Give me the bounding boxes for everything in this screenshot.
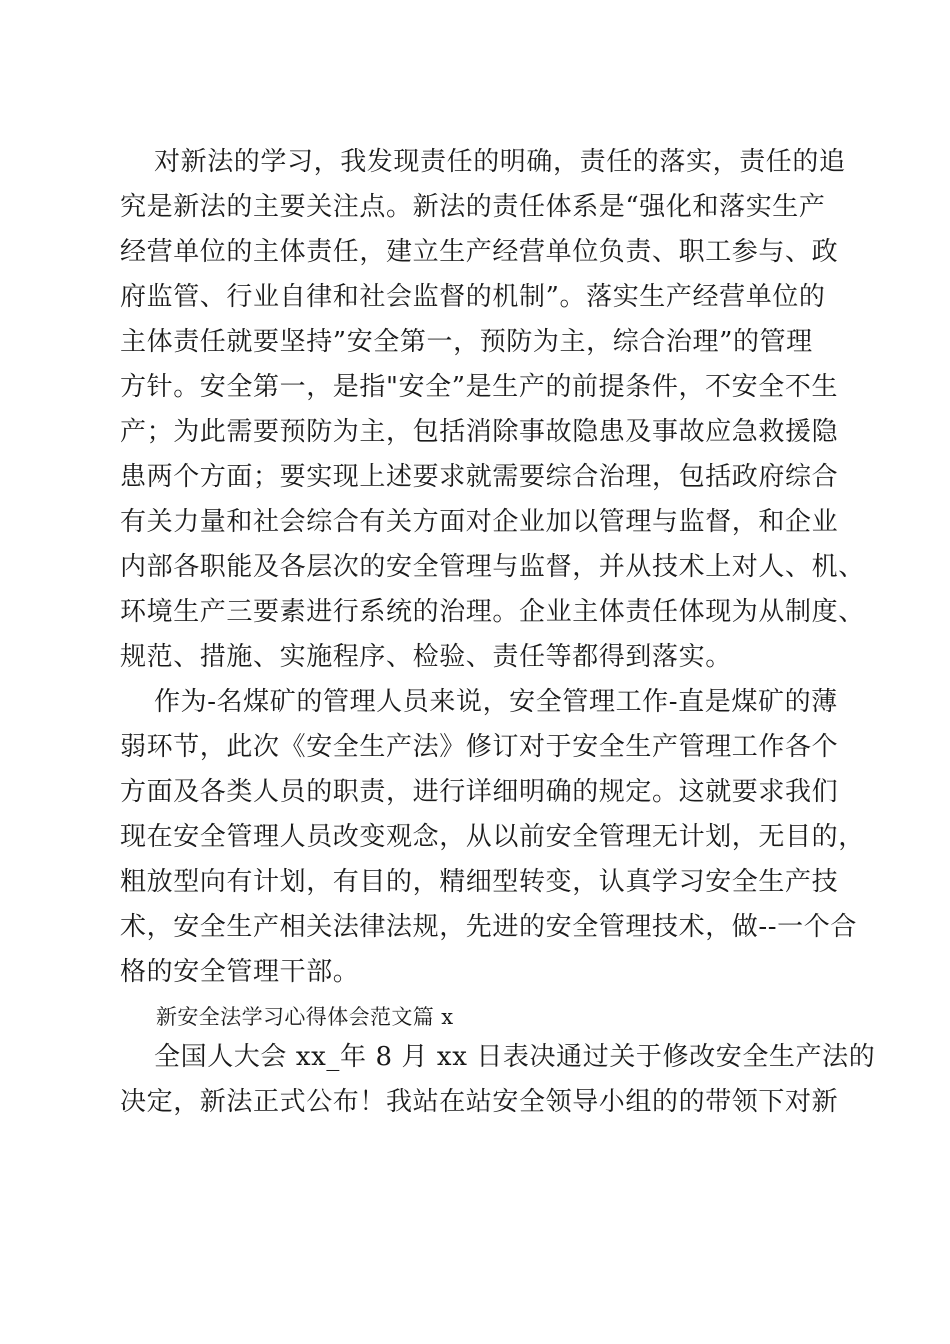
- paragraph-line: 作为-名煤矿的管理人员来说，安全管理工作-直是煤矿的薄: [154, 687, 838, 717]
- paragraph-line: 对新法的学习，我发现责任的明确，责任的落实，责任的追: [154, 147, 846, 177]
- paragraph-line: 产；为此需要预防为主，包括消除事故隐患及事故应急救援隐: [120, 417, 839, 447]
- paragraph-line: 粗放型向有计划，有目的，精细型转变，认真学习安全生产技: [120, 867, 839, 897]
- paragraph-line: 决定，新法正式公布！我站在站安全领导小组的的带领下对新: [120, 1087, 839, 1117]
- paragraph-line: 方针。安全第一，是指"安全”是生产的前提条件，不安全不生: [120, 372, 839, 402]
- paragraph-line: 格的安全管理干部。: [120, 957, 360, 987]
- section-heading: 新安全法学习心得体会范文篇 x: [156, 1005, 454, 1029]
- paragraph-line: 规范、措施、实施程序、检验、责任等都得到落实。: [120, 642, 732, 672]
- paragraph-line: 内部各职能及各层次的安全管理与监督，并从技术上对人、机、: [120, 552, 865, 582]
- paragraph-line: 环境生产三要素进行系统的治理。企业主体责任体现为从制度、: [120, 597, 865, 627]
- paragraph-line: 患两个方面；要实现上述要求就需要综合治理，包括政府综合: [120, 462, 839, 492]
- paragraph-line: 有关力量和社会综合有关方面对企业加以管理与监督，和企业: [120, 507, 839, 537]
- paragraph-line: 弱环节，此次《安全生产法》修订对于安全生产管理工作各个: [120, 732, 839, 762]
- paragraph-line: 主体责任就要坚持”安全第一，预防为主，综合治理”的管理: [120, 327, 813, 357]
- paragraph-line: 府监管、行业自律和社会监督的机制”。落实生产经营单位的: [120, 282, 826, 312]
- paragraph-line: 经营单位的主体责任，建立生产经营单位负责、职工参与、政: [120, 237, 839, 267]
- paragraph-line: 全国人大会 xx_年 8 月 xx 日表决通过关于修改安全生产法的: [154, 1042, 876, 1072]
- paragraph-line: 方面及各类人员的职责，进行详细明确的规定。这就要求我们: [120, 777, 839, 807]
- paragraph-line: 现在安全管理人员改变观念，从以前安全管理无计划，无目的，: [120, 822, 865, 852]
- paragraph-line: 究是新法的主要关注点。新法的责任体系是“强化和落实生产: [120, 192, 826, 222]
- paragraph-line: 术，安全生产相关法律法规，先进的安全管理技术，做--一个合: [120, 912, 857, 942]
